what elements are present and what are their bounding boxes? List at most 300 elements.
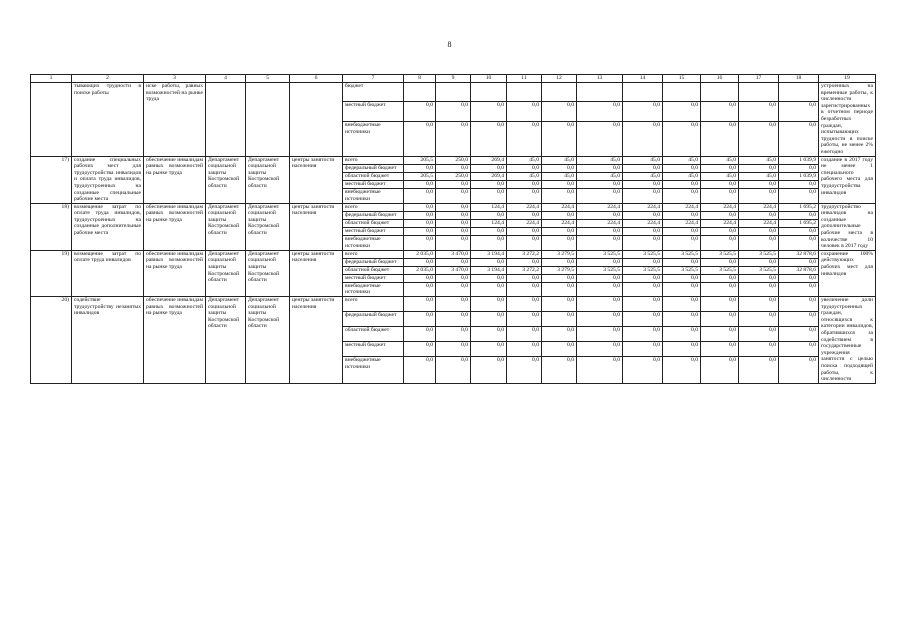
column-number: 8 (404, 75, 436, 83)
amount-cell: 0,0 (663, 121, 701, 156)
amount-cell: 0,0 (507, 357, 542, 384)
amount-cell: 3 272,2 (507, 266, 542, 274)
funding-source: федеральный бюджет (343, 312, 404, 327)
amount-cell: 3 525,5 (577, 250, 623, 258)
amount-cell: 0,0 (779, 357, 819, 384)
amount-cell: 45,0 (507, 172, 542, 180)
amount-cell: 0,0 (404, 102, 436, 121)
funding-source: местный бюджет (343, 102, 404, 121)
amount-cell: 45,0 (542, 156, 577, 164)
table-row (31, 203, 876, 211)
amount-cell: 0,0 (542, 357, 577, 384)
amount-cell: 0,0 (404, 312, 436, 327)
amount-cell: 0,0 (542, 181, 577, 189)
amount-cell: 0,0 (404, 181, 436, 189)
amount-cell: 0,0 (471, 342, 507, 357)
amount-cell: 45,0 (739, 172, 779, 180)
amount-cell: 0,0 (404, 357, 436, 384)
amount-cell: 45,0 (577, 156, 623, 164)
funding-source: всего (343, 297, 404, 312)
amount-cell: 0,0 (542, 236, 577, 251)
amount-cell: 3 279,5 (542, 266, 577, 274)
amount-cell: 0,0 (739, 342, 779, 357)
amount-cell: 0,0 (739, 327, 779, 342)
amount-cell: 0,0 (404, 164, 436, 172)
measure-name: возмещение затрат по оплате труда инвалидов, трудоустроенных на созданные дополнительные рабочие места (72, 203, 144, 250)
measure-goal: обеспечение инвалидам равных возможностей на рынке труда (144, 297, 206, 384)
amount-cell: 0,0 (471, 282, 507, 296)
amount-cell: 45,0 (623, 172, 663, 180)
amount-cell: 45,0 (663, 156, 701, 164)
amount-cell: 0,0 (663, 189, 701, 204)
amount-cell: 0,0 (739, 181, 779, 189)
column-number: 5 (246, 75, 290, 83)
amount-cell: 2 035,0 (404, 250, 436, 258)
expected-result: создание в 2017 году не менее 1 специального рабочего места для трудоустройства инвалидов (819, 156, 876, 203)
amount-cell: 0,0 (739, 211, 779, 219)
amount-cell: 0,0 (471, 327, 507, 342)
amount-cell: 45,0 (623, 156, 663, 164)
amount-cell: 0,0 (542, 164, 577, 172)
amount-cell: 0,0 (739, 274, 779, 282)
measure-goal: обеспечение инвалидам равных возможностей на рынке труда (144, 156, 206, 203)
amount-cell: 0,0 (577, 164, 623, 172)
amount-cell: 0,0 (471, 102, 507, 121)
amount-cell: 0,0 (623, 102, 663, 121)
amount-cell: 0,0 (436, 164, 471, 172)
co-executor: Департамент социальной защиты Костромской области (246, 297, 290, 384)
header-row (31, 75, 876, 83)
funding-source: местный бюджет (343, 342, 404, 357)
amount-cell: 0,0 (507, 258, 542, 266)
expected-result: увеличение доли трудоустроенных граждан, относящихся к категории инвалидов, обратившихся за содействием в государственные учреждения занятости с целью поиска подходящей работы, к численности (819, 297, 876, 384)
amount-cell: 224,4 (739, 220, 779, 228)
amount-cell: 0,0 (507, 274, 542, 282)
amount-cell: 0,0 (701, 228, 739, 236)
funding-source: областной бюджет (343, 266, 404, 274)
amount-cell: 224,4 (663, 203, 701, 211)
amount-cell (507, 83, 542, 102)
amount-cell: 0,0 (471, 228, 507, 236)
amount-cell: 1 039,9 (779, 172, 819, 180)
amount-cell: 0,0 (404, 121, 436, 156)
amount-cell: 0,0 (542, 121, 577, 156)
amount-cell: 3 525,5 (701, 250, 739, 258)
measure-goal: обеспечение инвалидам равных возможностей на рынке труда (144, 250, 206, 296)
entry-number (31, 83, 72, 157)
amount-cell: 45,0 (663, 172, 701, 180)
amount-cell (404, 83, 436, 102)
amount-cell: 0,0 (701, 211, 739, 219)
column-number: 16 (701, 75, 739, 83)
amount-cell: 0,0 (507, 228, 542, 236)
amount-cell: 0,0 (779, 164, 819, 172)
amount-cell: 0,0 (542, 342, 577, 357)
amount-cell: 224,4 (507, 203, 542, 211)
column-number: 11 (507, 75, 542, 83)
amount-cell (739, 83, 779, 102)
amount-cell: 0,0 (739, 312, 779, 327)
amount-cell: 0,0 (404, 211, 436, 219)
amount-cell: 0,0 (779, 102, 819, 121)
expected-result: устроенных на временные работы, к численности зарегистрированных в отчетном периоде безработных граждан, испытывающих трудности в поиске работы, не менее 2% ежегодно (819, 83, 876, 157)
co-executor: Департамент социальной защиты Костромской области (246, 203, 290, 250)
table-body (31, 83, 876, 384)
amount-cell: 0,0 (701, 189, 739, 204)
amount-cell: 0,0 (542, 327, 577, 342)
column-number: 1 (31, 75, 72, 83)
amount-cell: 0,0 (577, 342, 623, 357)
amount-cell: 0,0 (436, 312, 471, 327)
amount-cell: 0,0 (739, 282, 779, 296)
amount-cell: 32 878,6 (779, 266, 819, 274)
table-row (31, 156, 876, 164)
column-number: 2 (72, 75, 144, 83)
column-number: 19 (819, 75, 876, 83)
amount-cell: 0,0 (663, 258, 701, 266)
amount-cell: 0,0 (404, 282, 436, 296)
amount-cell: 3 525,5 (577, 266, 623, 274)
amount-cell: 0,0 (507, 312, 542, 327)
executor-cell (290, 83, 343, 157)
entry-number: 19) (31, 250, 72, 296)
amount-cell: 0,0 (623, 211, 663, 219)
amount-cell: 0,0 (542, 258, 577, 266)
amount-cell: 0,0 (623, 258, 663, 266)
responsible-executor: Департамент социальной защиты Костромской области (206, 297, 246, 384)
amount-cell: 0,0 (739, 228, 779, 236)
measure-name: создание специальных рабочих мест для трудоустройства инвалидов и оплата труда инвалидов, трудоустроенных на созданные специальные рабочие места (72, 156, 144, 203)
entry-number: 20) (31, 297, 72, 384)
amount-cell: 1 695,2 (779, 220, 819, 228)
amount-cell: 0,0 (701, 282, 739, 296)
amount-cell: 0,0 (623, 357, 663, 384)
amount-cell: 0,0 (739, 189, 779, 204)
amount-cell: 0,0 (471, 211, 507, 219)
measure-name: содействие трудоустройству незанятых инвалидов (72, 297, 144, 384)
amount-cell: 0,0 (436, 102, 471, 121)
amount-cell: 0,0 (436, 274, 471, 282)
funding-source: внебюджетные источники (343, 236, 404, 251)
measure-name: тывающих трудности в поиске работы (72, 83, 144, 157)
amount-cell: 0,0 (623, 189, 663, 204)
amount-cell: 45,0 (542, 172, 577, 180)
amount-cell: 0,0 (663, 312, 701, 327)
column-number: 15 (663, 75, 701, 83)
amount-cell: 0,0 (577, 312, 623, 327)
amount-cell: 0,0 (779, 236, 819, 251)
amount-cell: 0,0 (623, 327, 663, 342)
amount-cell: 0,0 (507, 102, 542, 121)
amount-cell: 0,0 (436, 282, 471, 296)
amount-cell: 0,0 (507, 297, 542, 312)
amount-cell: 45,0 (739, 156, 779, 164)
amount-cell: 3 194,4 (471, 266, 507, 274)
amount-cell: 0,0 (404, 258, 436, 266)
amount-cell: 0,0 (701, 312, 739, 327)
co-executor: Департамент социальной защиты Костромской области (246, 250, 290, 296)
amount-cell: 0,0 (436, 357, 471, 384)
amount-cell: 0,0 (542, 282, 577, 296)
amount-cell: 0,0 (663, 164, 701, 172)
amount-cell: 0,0 (542, 189, 577, 204)
amount-cell: 0,0 (436, 189, 471, 204)
funding-source: местный бюджет (343, 274, 404, 282)
amount-cell: 0,0 (623, 228, 663, 236)
column-number: 7 (343, 75, 404, 83)
amount-cell: 3 470,0 (436, 266, 471, 274)
amount-cell: 0,0 (663, 236, 701, 251)
amount-cell: 224,4 (623, 220, 663, 228)
amount-cell: 0,0 (779, 342, 819, 357)
amount-cell: 0,0 (701, 327, 739, 342)
amount-cell: 0,0 (779, 228, 819, 236)
co-executor: Департамент социальной защиты Костромской области (246, 156, 290, 203)
amount-cell: 0,0 (623, 274, 663, 282)
amount-cell: 0,0 (471, 258, 507, 266)
amount-cell: 0,0 (701, 297, 739, 312)
column-number: 18 (779, 75, 819, 83)
amount-cell: 0,0 (436, 211, 471, 219)
table-row (31, 297, 876, 312)
participant: центры занятости населения (290, 203, 343, 250)
funding-source: местный бюджет (343, 228, 404, 236)
amount-cell: 0,0 (779, 327, 819, 342)
funding-source: федеральный бюджет (343, 211, 404, 219)
amount-cell: 0,0 (436, 121, 471, 156)
amount-cell: 0,0 (507, 181, 542, 189)
amount-cell: 0,0 (404, 297, 436, 312)
amount-cell: 0,0 (577, 211, 623, 219)
amount-cell: 0,0 (779, 181, 819, 189)
amount-cell: 0,0 (623, 342, 663, 357)
amount-cell: 0,0 (404, 220, 436, 228)
amount-cell: 2 035,0 (404, 266, 436, 274)
funding-source: внебюджетные источники (343, 121, 404, 156)
amount-cell: 0,0 (507, 236, 542, 251)
amount-cell: 3 470,0 (436, 250, 471, 258)
funding-source: всего (343, 156, 404, 164)
amount-cell: 0,0 (542, 297, 577, 312)
amount-cell: 224,4 (701, 203, 739, 211)
measure-name: возмещение затрат по оплате труда инвалидов (72, 250, 144, 296)
expected-result: сохранение 100% действующих рабочих мест для инвалидов (819, 250, 876, 296)
amount-cell: 0,0 (779, 211, 819, 219)
amount-cell: 0,0 (436, 327, 471, 342)
amount-cell: 3 525,5 (739, 266, 779, 274)
amount-cell: 0,0 (739, 258, 779, 266)
amount-cell: 1 695,2 (779, 203, 819, 211)
amount-cell: 224,4 (542, 203, 577, 211)
amount-cell: 0,0 (507, 211, 542, 219)
funding-source: внебюджетные источники (343, 189, 404, 204)
amount-cell: 0,0 (623, 297, 663, 312)
column-number: 3 (144, 75, 206, 83)
amount-cell: 0,0 (577, 121, 623, 156)
amount-cell: 32 878,6 (779, 250, 819, 258)
amount-cell: 0,0 (701, 102, 739, 121)
amount-cell: 0,0 (507, 164, 542, 172)
amount-cell: 3 525,5 (663, 266, 701, 274)
responsible-executor: Департамент социальной защиты Костромской области (206, 156, 246, 203)
amount-cell: 0,0 (577, 282, 623, 296)
amount-cell: 45,0 (701, 172, 739, 180)
amount-cell: 0,0 (577, 228, 623, 236)
amount-cell: 0,0 (663, 181, 701, 189)
program-table (30, 74, 876, 384)
amount-cell: 0,0 (577, 102, 623, 121)
amount-cell: 0,0 (577, 274, 623, 282)
amount-cell: 3 525,5 (623, 250, 663, 258)
amount-cell: 0,0 (542, 102, 577, 121)
amount-cell: 0,0 (701, 236, 739, 251)
amount-cell: 0,0 (577, 236, 623, 251)
amount-cell: 0,0 (663, 357, 701, 384)
amount-cell: 0,0 (701, 274, 739, 282)
executor-cell (206, 83, 246, 157)
amount-cell: 0,0 (436, 181, 471, 189)
amount-cell: 205,5 (404, 156, 436, 164)
amount-cell: 0,0 (507, 342, 542, 357)
amount-cell: 0,0 (739, 102, 779, 121)
amount-cell: 0,0 (663, 297, 701, 312)
amount-cell: 0,0 (663, 282, 701, 296)
amount-cell: 250,0 (436, 172, 471, 180)
amount-cell: 250,0 (436, 156, 471, 164)
amount-cell: 0,0 (663, 274, 701, 282)
responsible-executor: Департамент социальной защиты Костромской области (206, 203, 246, 250)
amount-cell: 0,0 (436, 228, 471, 236)
column-number: 6 (290, 75, 343, 83)
amount-cell: 0,0 (663, 327, 701, 342)
amount-cell (779, 83, 819, 102)
amount-cell: 0,0 (779, 312, 819, 327)
amount-cell: 0,0 (779, 258, 819, 266)
column-number: 10 (471, 75, 507, 83)
amount-cell: 0,0 (779, 121, 819, 156)
funding-source: всего (343, 250, 404, 258)
table-row (31, 250, 876, 258)
amount-cell: 0,0 (623, 236, 663, 251)
amount-cell: 0,0 (701, 258, 739, 266)
amount-cell: 0,0 (436, 297, 471, 312)
amount-cell: 0,0 (663, 228, 701, 236)
amount-cell: 0,0 (739, 297, 779, 312)
funding-source: областной бюджет (343, 172, 404, 180)
amount-cell: 0,0 (507, 327, 542, 342)
table-row (31, 83, 876, 102)
amount-cell: 45,0 (701, 156, 739, 164)
amount-cell: 205,5 (404, 172, 436, 180)
amount-cell: 0,0 (471, 121, 507, 156)
amount-cell: 124,4 (471, 203, 507, 211)
amount-cell (542, 83, 577, 102)
column-number: 9 (436, 75, 471, 83)
amount-cell: 3 194,4 (471, 250, 507, 258)
amount-cell: 0,0 (436, 236, 471, 251)
amount-cell: 0,0 (577, 357, 623, 384)
funding-source: внебюджетные источники (343, 357, 404, 384)
page-number: 8 (447, 40, 452, 49)
amount-cell: 0,0 (779, 274, 819, 282)
amount-cell: 0,0 (404, 274, 436, 282)
amount-cell: 0,0 (623, 121, 663, 156)
amount-cell: 224,4 (701, 220, 739, 228)
amount-cell: 0,0 (739, 357, 779, 384)
amount-cell: 0,0 (701, 121, 739, 156)
amount-cell: 224,4 (507, 220, 542, 228)
funding-source: областной бюджет (343, 220, 404, 228)
amount-cell: 224,4 (623, 203, 663, 211)
amount-cell: 3 525,5 (701, 266, 739, 274)
executor-cell (246, 83, 290, 157)
amount-cell: 0,0 (436, 220, 471, 228)
amount-cell: 224,4 (739, 203, 779, 211)
amount-cell: 0,0 (436, 342, 471, 357)
amount-cell (577, 83, 623, 102)
expected-result: трудоустройство инвалидов на созданные дополнительные рабочие места в количестве 10 человек в 2017 году (819, 203, 876, 250)
amount-cell: 0,0 (577, 297, 623, 312)
amount-cell: 224,4 (577, 203, 623, 211)
amount-cell: 0,0 (542, 211, 577, 219)
amount-cell: 0,0 (701, 164, 739, 172)
funding-source: федеральный бюджет (343, 164, 404, 172)
amount-cell: 45,0 (507, 156, 542, 164)
amount-cell: 0,0 (577, 327, 623, 342)
amount-cell: 0,0 (577, 181, 623, 189)
amount-cell: 0,0 (404, 203, 436, 211)
column-number: 4 (206, 75, 246, 83)
amount-cell: 224,4 (577, 220, 623, 228)
amount-cell: 0,0 (701, 342, 739, 357)
amount-cell: 0,0 (663, 342, 701, 357)
funding-source: федеральный бюджет (343, 258, 404, 266)
funding-source: внебюджетные источники (343, 282, 404, 296)
amount-cell (663, 83, 701, 102)
amount-cell: 0,0 (471, 236, 507, 251)
amount-cell: 0,0 (404, 189, 436, 204)
amount-cell: 0,0 (542, 228, 577, 236)
amount-cell: 0,0 (779, 189, 819, 204)
amount-cell: 0,0 (663, 102, 701, 121)
amount-cell: 269,4 (471, 172, 507, 180)
amount-cell: 3 279,5 (542, 250, 577, 258)
entry-number: 17) (31, 156, 72, 203)
amount-cell: 0,0 (471, 357, 507, 384)
amount-cell (623, 83, 663, 102)
amount-cell: 0,0 (404, 228, 436, 236)
funding-source: местный бюджет (343, 181, 404, 189)
amount-cell: 0,0 (663, 211, 701, 219)
participant: центры занятости населения (290, 250, 343, 296)
amount-cell (701, 83, 739, 102)
amount-cell: 0,0 (542, 274, 577, 282)
amount-cell: 0,0 (779, 282, 819, 296)
amount-cell: 3 525,5 (739, 250, 779, 258)
amount-cell (436, 83, 471, 102)
amount-cell: 3 525,5 (663, 250, 701, 258)
participant: центры занятости населения (290, 297, 343, 384)
amount-cell: 0,0 (471, 181, 507, 189)
amount-cell: 0,0 (471, 274, 507, 282)
amount-cell: 124,4 (471, 220, 507, 228)
amount-cell: 0,0 (542, 312, 577, 327)
amount-cell: 0,0 (701, 181, 739, 189)
funding-source: областной бюджет (343, 327, 404, 342)
amount-cell: 0,0 (623, 282, 663, 296)
participant: центры занятости населения (290, 156, 343, 203)
amount-cell: 0,0 (577, 258, 623, 266)
